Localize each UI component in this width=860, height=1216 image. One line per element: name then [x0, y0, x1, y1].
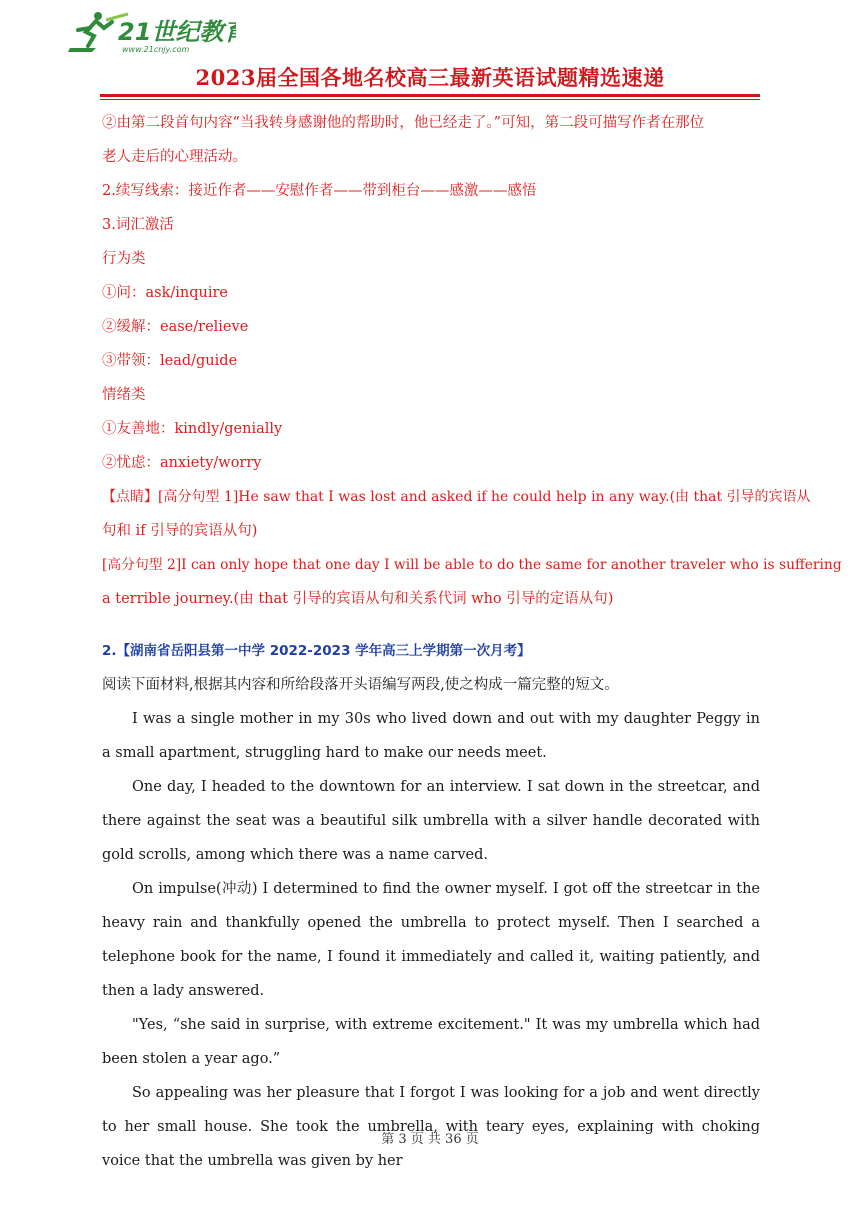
question-title: 2.【湖南省岳阳县第一中学 2022-2023 学年高三上学期第一次月考】 — [102, 643, 531, 659]
story-paragraph: One day, I headed to the downtown for an interview. I sat down in the streetcar, and there against the seat was a beautiful silk umbrella with a silver handle decorated with gold scrolls, among which there was a name carved. — [102, 779, 760, 863]
analysis-line: 2.续写线索：接近作者——安慰作者——带到柜台——感激——感悟 — [102, 183, 537, 199]
analysis-line: 老人走后的心理活动。 — [102, 149, 247, 165]
runner-logo-icon — [66, 10, 236, 54]
header-rule-thick — [100, 94, 760, 97]
analysis-line: 情绪类 — [102, 387, 146, 403]
question-instruction: 阅读下面材料,根据其内容和所给段落开头语编写两段,使之构成一篇完整的短文。 — [102, 677, 619, 693]
analysis-line: ②由第二段首句内容“当我转身感谢他的帮助时，他已经走了。”可知，第二段可描写作者在那位 — [102, 115, 705, 131]
svg-text:www.21cnjy.com: www.21cnjy.com — [122, 45, 190, 54]
highlight-sentence-1-cont: 句和 if 引导的宾语从句) — [102, 523, 258, 539]
page-content — [102, 106, 842, 1178]
svg-text:21世纪教育: 21世纪教育 — [118, 18, 236, 46]
story-paragraph: So appealing was her pleasure that I forgot I was looking for a job and went directly to her small house. She took the umbrella, with teary eyes, explaining with choking voice that the umbrella was given by her — [102, 1085, 760, 1169]
highlight-sentence-2-cont: a terrible journey.(由 that 引导的宾语从句和关系代词 who 引导的定语从句) — [102, 591, 614, 607]
header-rule-thin — [100, 99, 760, 100]
header-title: 2023届全国各地名校高三最新英语试题精选速递 — [195, 65, 665, 90]
story-paragraph: On impulse(冲动) I determined to find the owner myself. I got off the streetcar in the heavy rain and thankfully opened the umbrella to protect myself. Then I searched a telephone book for the name, I found it immediately and called it, waiting patiently, and then a lady answered. — [102, 881, 760, 999]
page-number: 第 3 页 共 36 页 — [381, 1132, 479, 1147]
analysis-line: ①问：ask/inquire — [102, 285, 229, 301]
analysis-line: 行为类 — [102, 251, 146, 267]
highlight-sentence-2: [高分句型 2]I can only hope that one day I will be able to do the same for another traveler who is suffering — [102, 557, 842, 573]
analysis-line: ①友善地：kindly/genially — [102, 421, 283, 437]
story-paragraph: "Yes, “she said in surprise, with extreme excitement." It was my umbrella which had been stolen a year ago.” — [102, 1017, 760, 1067]
site-logo — [66, 10, 236, 54]
story-paragraph: I was a single mother in my 30s who lived down and out with my daughter Peggy in a small apartment, struggling hard to make our needs meet. — [102, 711, 760, 761]
analysis-line: 3.词汇激活 — [102, 217, 174, 233]
analysis-line: ③带领：lead/guide — [102, 353, 238, 369]
highlight-sentence-1: 【点睛】[高分句型 1]He saw that I was lost and asked if he could help in any way.(由 that 引导的宾语从 — [102, 489, 811, 505]
analysis-line: ②忧虑：anxiety/worry — [102, 455, 262, 471]
analysis-line: ②缓解：ease/relieve — [102, 319, 249, 335]
